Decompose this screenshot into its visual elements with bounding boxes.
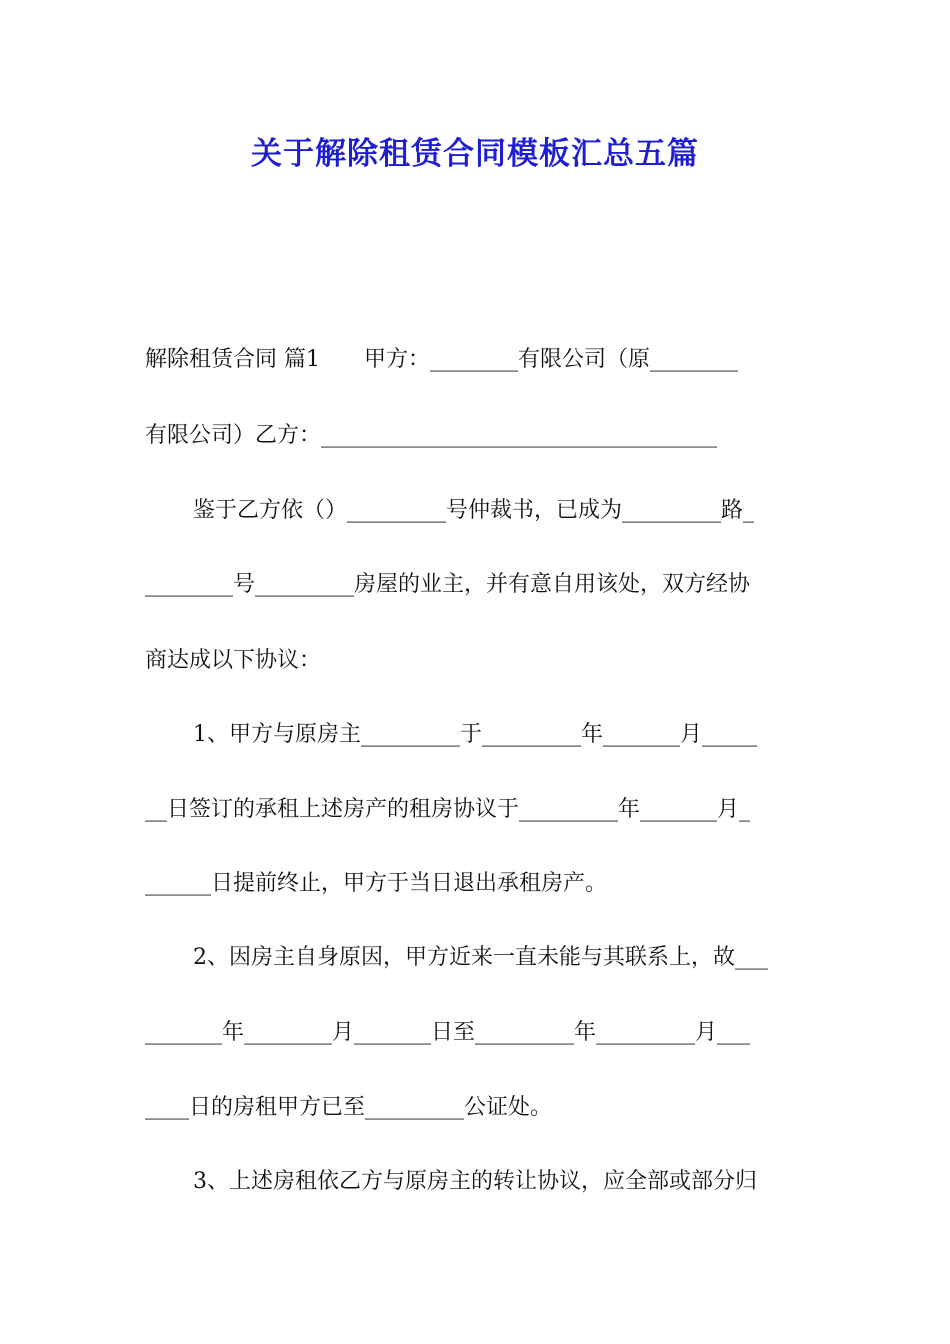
body-line: ________号_________房屋的业主，并有意自用该处，双方经协: [145, 572, 751, 597]
body-line: 1、甲方与原房主_________于_________年_______月_____: [193, 722, 757, 747]
body-line: 有限公司）乙方：____________________________________: [145, 423, 718, 448]
body-line: _______年________月_______日至_________年_________月___: [145, 1020, 751, 1045]
body-line: 鉴于乙方依（）_________号仲裁书，已成为_________路_: [193, 498, 755, 523]
body-line: __日签订的承租上述房产的租房协议于_________年_______月_: [145, 797, 751, 822]
body-line: 2、因房主自身原因，甲方近来一直未能与其联系上，故___: [193, 945, 768, 970]
body-line: 3、上述房租依乙方与原房主的转让协议，应全部或部分归: [193, 1169, 757, 1194]
document-title: 关于解除租赁合同模板汇总五篇: [251, 136, 699, 172]
body-line: ____日的房租甲方已至_________公证处。: [145, 1095, 553, 1120]
body-line: 解除租赁合同 篇1 甲方：________有限公司（原________: [145, 347, 738, 372]
body-line: 商达成以下协议：: [145, 648, 322, 673]
body-line: ______日提前终止，甲方于当日退出承租房产。: [145, 871, 608, 896]
